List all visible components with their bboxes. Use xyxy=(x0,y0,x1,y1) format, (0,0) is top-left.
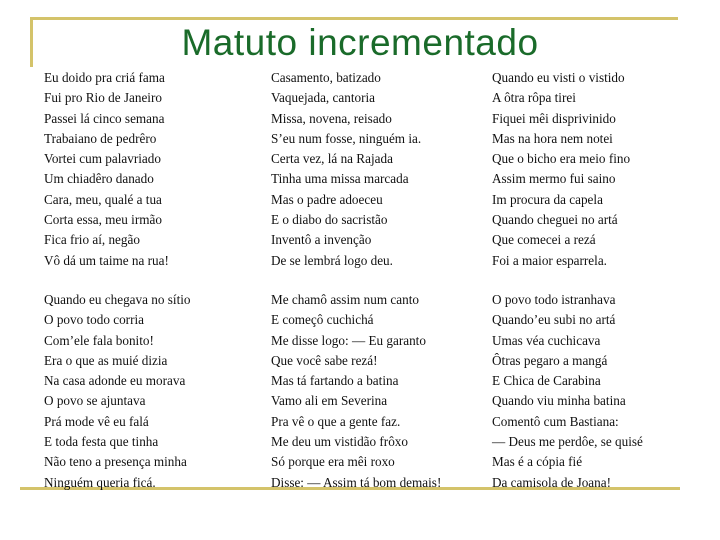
verse-line: Me disse logo: — Eu garanto xyxy=(271,332,426,348)
verse-line: Umas véa cuchicava xyxy=(492,332,601,348)
verse-line: E toda festa que tinha xyxy=(44,434,159,450)
verse-line: Quando eu chegava no sítio xyxy=(44,292,191,307)
verse-line: Casamento, batizado xyxy=(271,70,381,85)
verse-line: O povo todo istranhava xyxy=(492,292,616,307)
verse-line: Prá mode vê eu falá xyxy=(44,413,149,429)
verse-line: Comentô cum Bastiana: xyxy=(492,413,619,429)
verse-line: Me chamô assim num canto xyxy=(271,292,419,307)
verse-line: Ôtras pegaro a mangá xyxy=(492,352,608,368)
verse-line: A ôtra rôpa tirei xyxy=(492,90,576,106)
verse-line: Pra vê o que a gente faz. xyxy=(271,413,401,429)
verse-line: Cara, meu, qualé a tua xyxy=(44,191,162,207)
verse-line: Missa, novena, reisado xyxy=(271,110,392,126)
verse-line: Im procura da capela xyxy=(492,191,603,207)
verse-line: E o diabo do sacristão xyxy=(271,212,388,228)
verse-line: Fica frio aí, negão xyxy=(44,232,140,248)
verse-line: Quando eu visti o vistido xyxy=(492,70,625,85)
verse-line: Fui pro Rio de Janeiro xyxy=(44,90,162,106)
verse-line: Que o bicho era meio fino xyxy=(492,151,631,167)
stanza-1 xyxy=(44,68,254,271)
verse-line: Me deu um vistidão frôxo xyxy=(271,434,408,450)
verse-line: Inventô a invenção xyxy=(271,232,372,248)
verse-line: Assim mermo fui saino xyxy=(492,171,616,187)
verse-line: Que você sabe rezá! xyxy=(271,352,378,368)
verse-line: Mas o padre adoeceu xyxy=(271,191,383,207)
stanza-6 xyxy=(492,290,702,493)
stanza-5 xyxy=(271,290,481,493)
verse-line: Certa vez, lá na Rajada xyxy=(271,151,393,167)
verse-line: Quando viu minha batina xyxy=(492,393,626,409)
verse-line: Trabaiano de pedrêro xyxy=(44,130,157,146)
verse-line: Vaquejada, cantoria xyxy=(271,90,375,106)
verse-line: Fiquei mêi disprivinido xyxy=(492,110,616,126)
verse-line: Foi a maior esparrela. xyxy=(492,252,607,268)
verse-line: Eu doido pra criá fama xyxy=(44,70,165,85)
verse-line: Na casa adonde eu morava xyxy=(44,373,186,389)
verse-line: De se lembrá logo deu. xyxy=(271,252,393,268)
stanza-4 xyxy=(44,290,254,493)
verse-line: Mas na hora nem notei xyxy=(492,130,613,146)
verse-line: — Deus me perdôe, se quisé xyxy=(492,434,643,450)
verse-line: Quando cheguei no artá xyxy=(492,212,618,228)
verse-line: Vamo ali em Severina xyxy=(271,393,388,409)
verse-line: Da camisola de Joana! xyxy=(492,474,612,490)
verse-line: Quando’eu subi no artá xyxy=(492,312,616,328)
stanza-3 xyxy=(492,68,702,271)
verse-line: O povo todo corria xyxy=(44,312,144,328)
stanza-2 xyxy=(271,68,481,271)
verse-line: E começô cuchichá xyxy=(271,312,374,328)
verse-line: Ninguém queria ficá. xyxy=(44,474,156,490)
verse-line: Um chiadêro danado xyxy=(44,171,154,187)
verse-line: Vortei cum palavriado xyxy=(44,151,161,167)
verse-line: Era o que as muié dizia xyxy=(44,352,168,368)
verse-line: E Chica de Carabina xyxy=(492,373,601,389)
page-title: Matuto incrementado xyxy=(181,22,539,63)
verse-line: Disse: — Assim tá bom demais! xyxy=(271,474,442,490)
verse-line: Vô dá um taime na rua! xyxy=(44,252,169,268)
verse-line: O povo se ajuntava xyxy=(44,393,146,409)
decorative-top-rule xyxy=(30,17,678,20)
verse-line: Tinha uma missa marcada xyxy=(271,171,409,187)
verse-line: Corta essa, meu irmão xyxy=(44,212,162,228)
verse-line: Mas é a cópia fié xyxy=(492,454,583,470)
verse-line: Mas tá fartando a batina xyxy=(271,373,399,389)
verse-line: Que comecei a rezá xyxy=(492,232,596,248)
verse-line: Não teno a presença minha xyxy=(44,454,187,470)
verse-line: Só porque era mêi roxo xyxy=(271,454,395,470)
verse-line: Com’ele fala bonito! xyxy=(44,332,154,348)
verse-line: Passei lá cinco semana xyxy=(44,110,165,126)
verse-line: S’eu num fosse, ninguém ia. xyxy=(271,130,422,146)
